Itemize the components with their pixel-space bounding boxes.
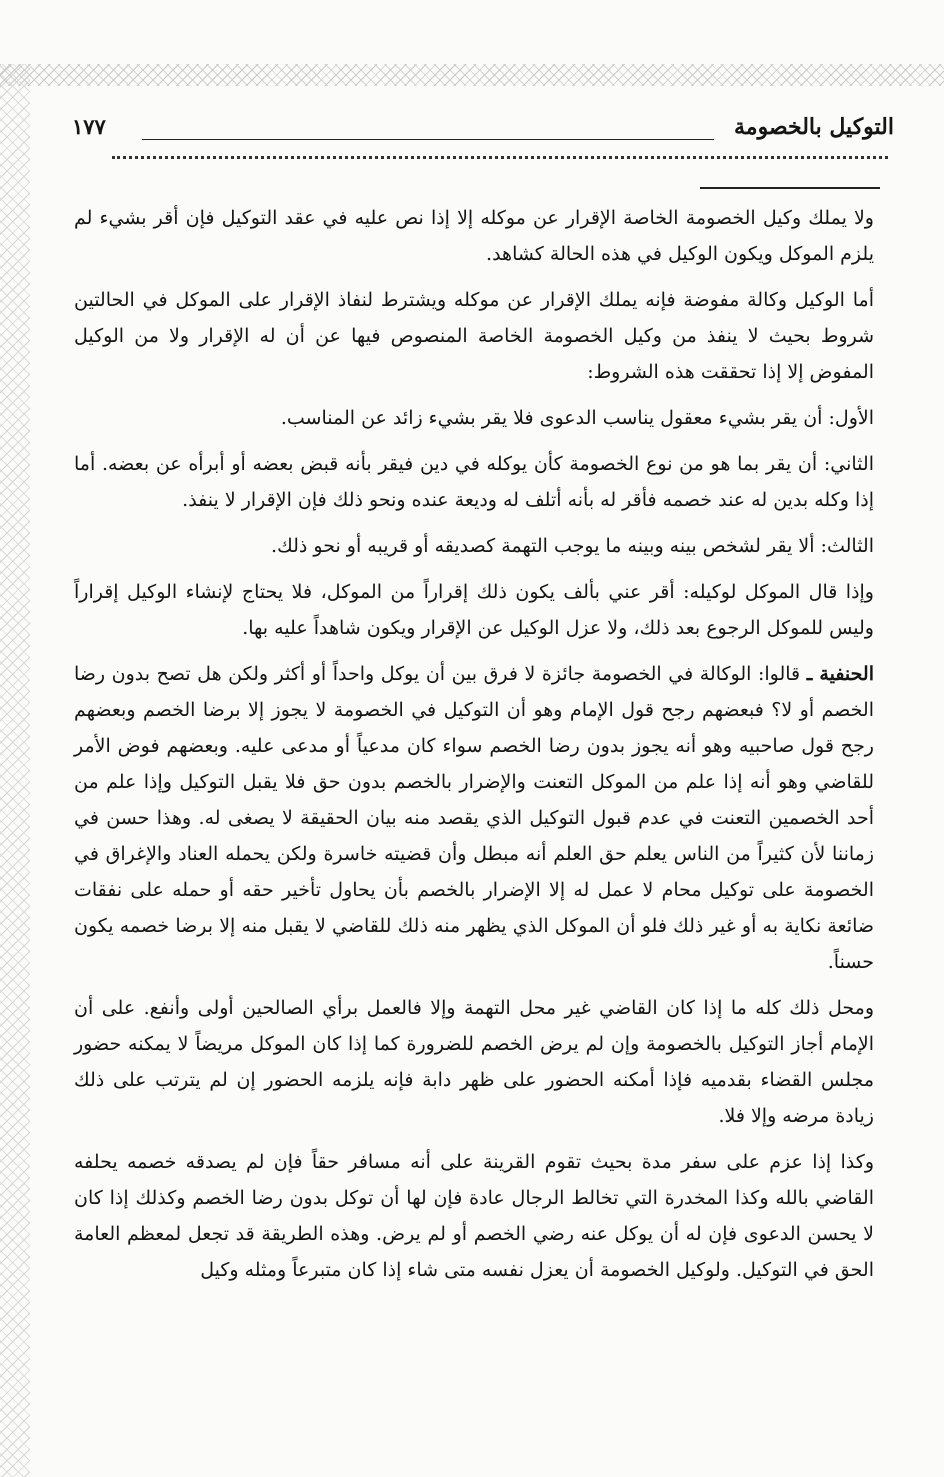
paragraph: الثاني: أن يقر بما هو من نوع الخصومة كأن يوكله في دين فيقر بأنه قبض بعضه أو أبرأه عن بعضه. أما إذا وكله بدين له عند خصمه فأقر له بأنه أتلف له وديعة عنده ونحو ذلك فإن الإقرار لا ينفذ. bbox=[74, 453, 874, 511]
paragraph: أما الوكيل وكالة مفوضة فإنه يملك الإقرار عن موكله ويشترط لنفاذ الإقرار على الموكل في الحالتين شروط بحيث لا ينفذ من وكيل الخصومة الخاصة المنصوص فيها عن أن له الإقرار ولا من الوكيل المفوض إلا إذا تحققت هذه الشروط: bbox=[74, 289, 874, 383]
paragraph-hanafiyya: الحنفية ـ قالوا: الوكالة في الخصومة جائزة لا فرق بين أن يوكل واحداً أو أكثر ولكن هل تصح بدون رضا الخصم أو لا؟ فبعضهم رجح قول الإمام وهو أن التوكيل في الخصومة لا يجوز إلا برضا الخصم وبعضهم رجح قول صاحبيه وهو أنه يجوز بدون رضا الخصم سواء كان مدعياً أو مدعى عليه. وبعضهم فوض الأمر للقاضي وهو أنه إذا علم من الموكل التعنت والإضرار بالخصم بدون حق فلا يقبل التوكيل وإذا علم من أحد الخصمين التعنت في عدم قبول التوكيل الذي يقصد منه بيان الحقيقة لا يصغى له. وهذا حسن في زماننا لأن كثيراً من الناس يعلم حق العلم أنه مبطل وأن قضيته خاسرة ولكن يحمله العناد والإغراق في الخصومة على توكيل محام لا عمل له إلا الإضرار بالخصم بأن يحاول تأخير حقه أو حمله على نفقات ضائعة نكاية به أو غير ذلك فلو أن الموكل الذي يظهر منه ذلك للقاضي لا يقبل منه إلا برضا خصمه يكون حسناً. bbox=[74, 663, 874, 973]
paragraph: ومحل ذلك كله ما إذا كان القاضي غير محل التهمة وإلا فالعمل برأي الصالحين أولى وأنفع. على أن الإمام أجاز التوكيل بالخصومة وإن لم يرض الخصم للضرورة كما إذا كان الموكل مريضاً لا يمكنه حضور مجلس القضاء بقدميه فإذا أمكنه الحضور على ظهر دابة فإنه يلزمه الحضور إن لم يترتب على ذلك زيادة مرضه وإلا فلا. bbox=[74, 997, 874, 1127]
paragraph: الأول: أن يقر بشيء معقول يناسب الدعوى فلا يقر بشيء زائد عن المناسب. bbox=[280, 407, 874, 429]
section-divider bbox=[700, 187, 880, 189]
paragraph: الثالث: ألا يقر لشخص بينه وبينه ما يوجب التهمة كصديقه أو قريبه أو نحو ذلك. bbox=[271, 535, 874, 557]
running-head bbox=[72, 112, 894, 152]
decorative-border-left bbox=[0, 64, 30, 1477]
page-title: التوكيل بالخصومة bbox=[733, 114, 894, 140]
header-rule bbox=[142, 139, 714, 140]
paragraph: ولا يملك وكيل الخصومة الخاصة الإقرار عن موكله إلا إذا نص عليه في عقد التوكيل فإن أقر بشيء لم يلزم الموكل ويكون الوكيل في هذه الحالة كشاهد. bbox=[74, 207, 874, 265]
paragraph: وكذا إذا عزم على سفر مدة بحيث تقوم القرينة على أنه مسافر حقاً فإن لم يصدقه خصمه يحلفه القاضي بالله وكذا المخدرة التي تخالط الرجال عادة فإن لها أن توكل بدون رضا الخصم وكذلك إذا كان لا يحسن الدعوى فإن له أن يوكل عنه رضي الخصم أو لم يرض. وهذه الطريقة قد تجعل لمعظم العامة الحق في التوكيل. ولوكيل الخصومة أن يعزل نفسه متى شاء إذا كان متبرعاً ومثله وكيل bbox=[74, 1151, 875, 1281]
school-label: الحنفية ـ bbox=[806, 663, 874, 685]
decorative-border-top bbox=[0, 64, 944, 86]
dotted-divider bbox=[112, 156, 888, 159]
body-text bbox=[74, 200, 874, 1298]
page-number: ١٧٧ bbox=[72, 114, 106, 139]
paragraph: وإذا قال الموكل لوكيله: أقر عني بألف يكون ذلك إقراراً من الموكل، فلا يحتاج لإنشاء الوكيل إقراراً وليس للموكل الرجوع بعد ذلك، ولا عزل الوكيل عن الإقرار ويكون شاهداً عليه بها. bbox=[74, 581, 874, 639]
